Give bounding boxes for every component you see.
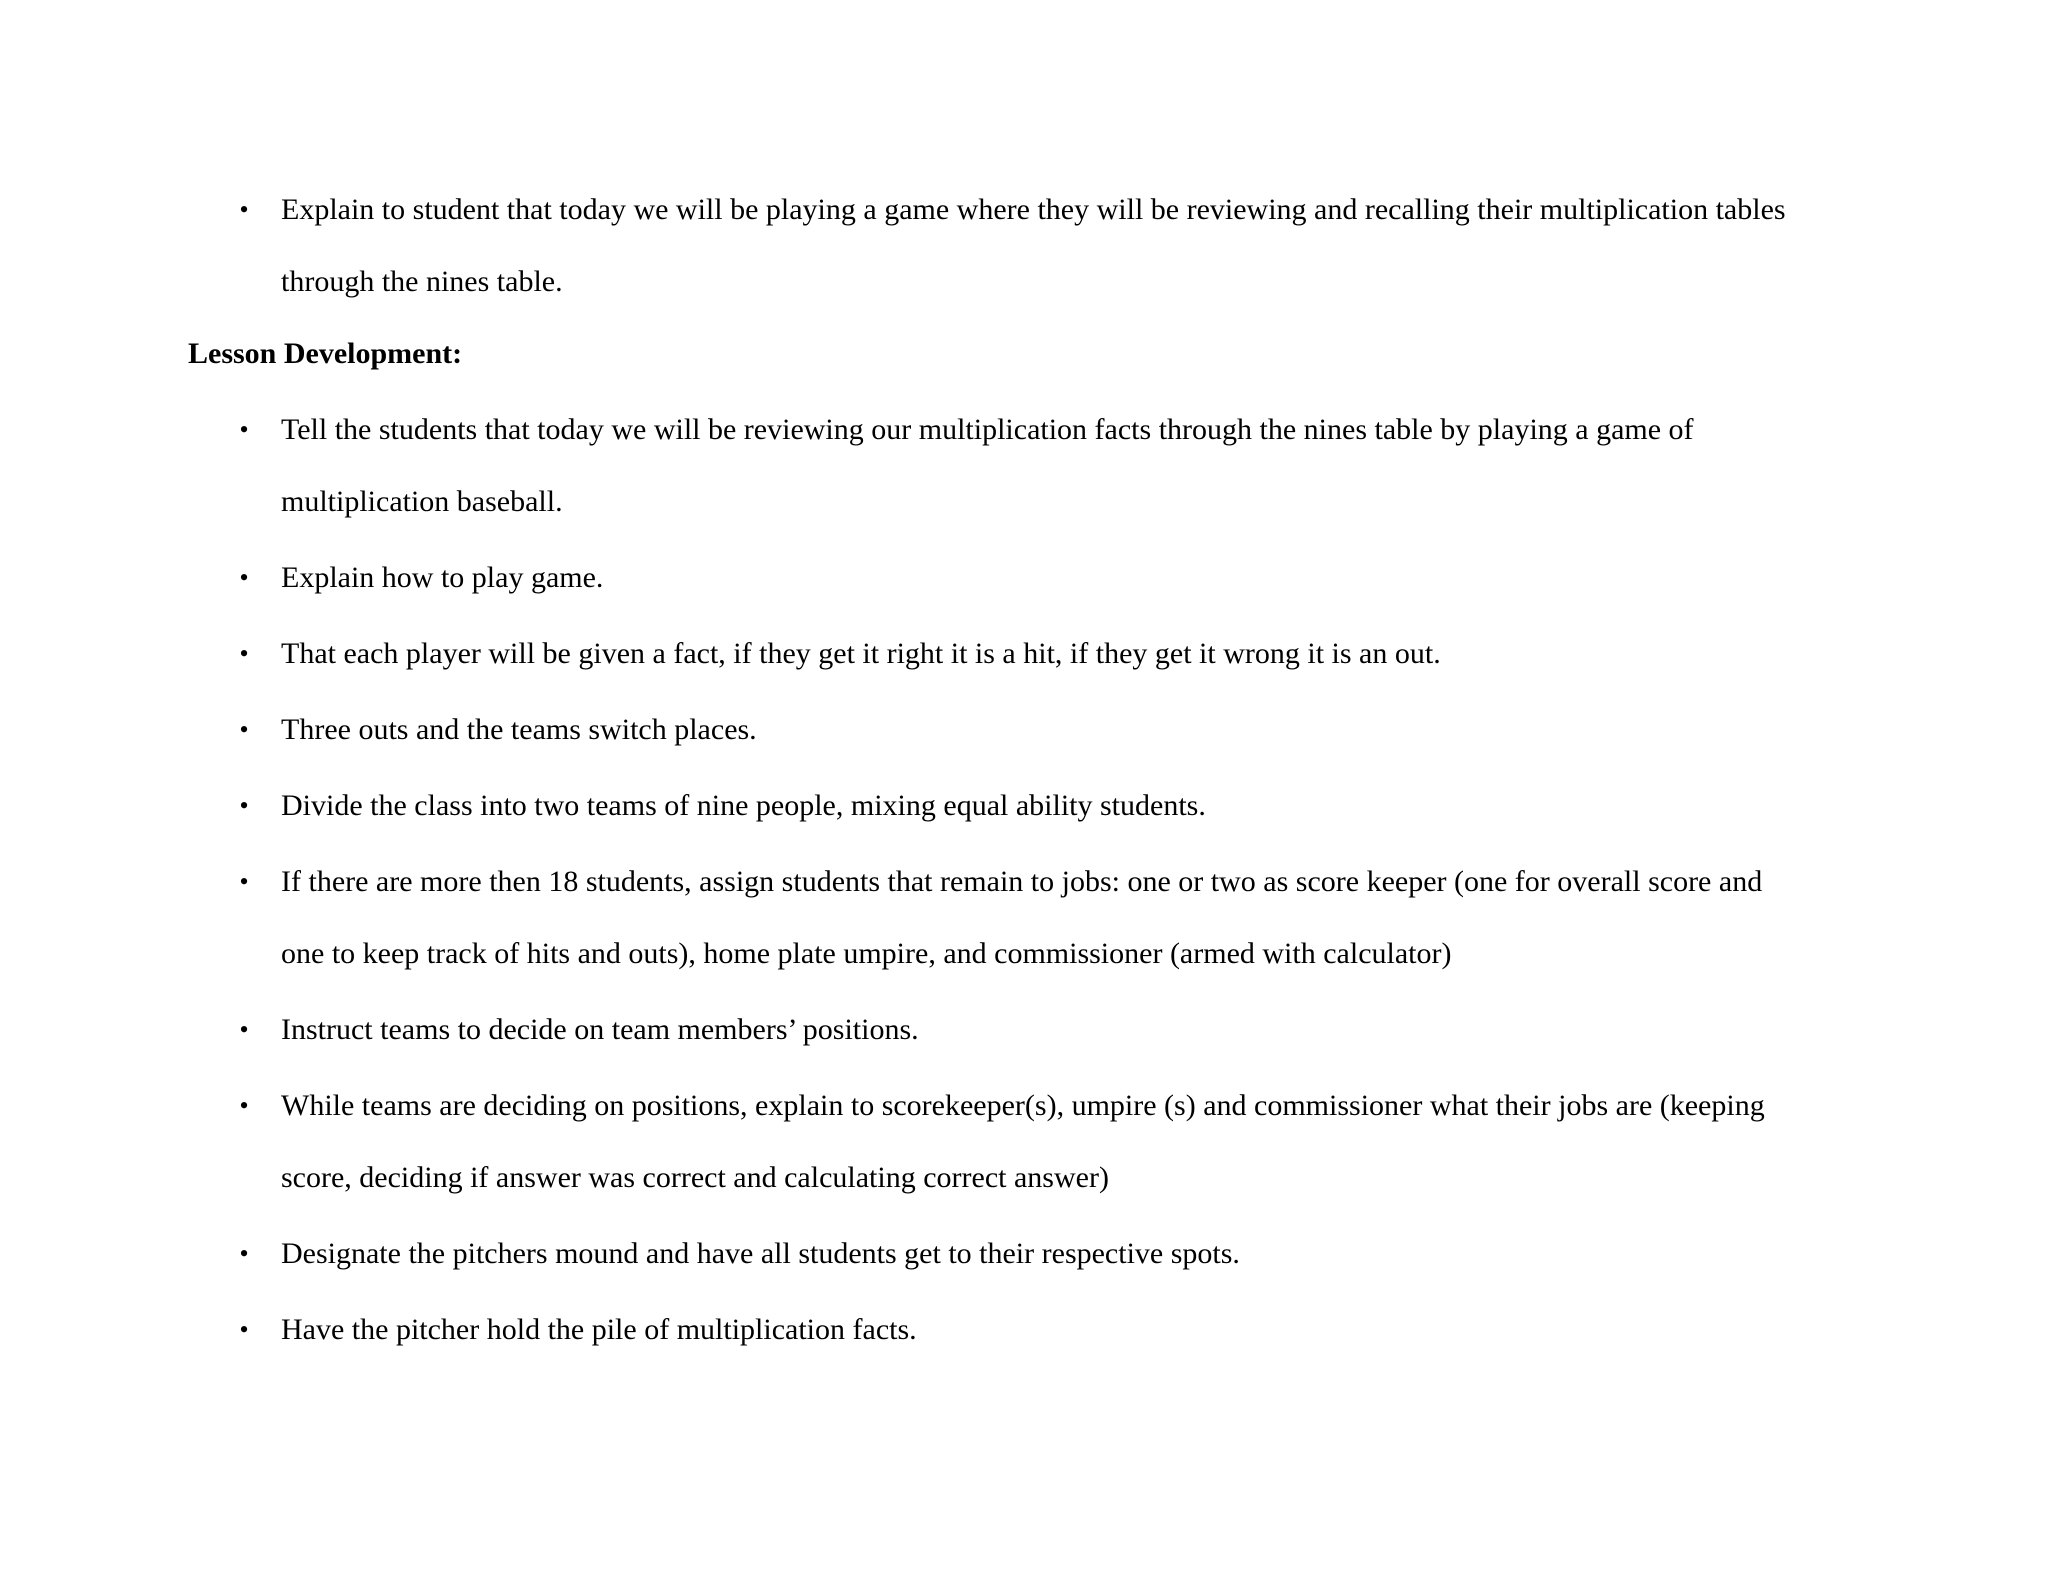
bullet-dot-icon: • bbox=[239, 1315, 249, 1344]
bullet-dot-icon: • bbox=[239, 1239, 249, 1268]
bullet-dot-icon: • bbox=[239, 715, 249, 744]
section-heading: Lesson Development: bbox=[188, 337, 463, 370]
bullet-text bbox=[281, 994, 1881, 1066]
bullet-dot-icon: • bbox=[239, 563, 249, 592]
bullet-text bbox=[281, 770, 1881, 842]
bullet-dot-icon: • bbox=[239, 195, 249, 224]
bullet-text bbox=[281, 618, 1881, 690]
text-line: Tell the students that today we will be reviewing our multiplication facts through the nines table by playing a game of bbox=[281, 413, 1694, 446]
text-line: Three outs and the teams switch places. bbox=[281, 713, 757, 746]
text-line: While teams are deciding on positions, explain to scorekeeper(s), umpire (s) and commissioner what their jobs are (keeping bbox=[281, 1089, 1765, 1122]
bullet-text bbox=[281, 846, 1881, 990]
text-line: score, deciding if answer was correct and calculating correct answer) bbox=[281, 1161, 1109, 1194]
text-line: Have the pitcher hold the pile of multiplication facts. bbox=[281, 1313, 917, 1346]
bullet-text bbox=[281, 394, 1881, 538]
bullet-dot-icon: • bbox=[239, 867, 249, 896]
text-line: Designate the pitchers mound and have all students get to their respective spots. bbox=[281, 1237, 1240, 1270]
bullet-text bbox=[281, 694, 1881, 766]
text-line: Explain to student that today we will be playing a game where they will be reviewing and recalling their multiplication tables bbox=[281, 193, 1786, 226]
bullet-dot-icon: • bbox=[239, 415, 249, 444]
bullet-text bbox=[281, 542, 1881, 614]
bullet-dot-icon: • bbox=[239, 1015, 249, 1044]
text-line: If there are more then 18 students, assign students that remain to jobs: one or two as score keeper (one for overall score and bbox=[281, 865, 1763, 898]
bullet-dot-icon: • bbox=[239, 791, 249, 820]
bullet-text bbox=[281, 174, 1881, 318]
bullet-dot-icon: • bbox=[239, 1091, 249, 1120]
text-line: Instruct teams to decide on team members’ positions. bbox=[281, 1013, 919, 1046]
bullet-text bbox=[281, 1294, 1881, 1366]
text-line: Divide the class into two teams of nine people, mixing equal ability students. bbox=[281, 789, 1206, 822]
text-line: That each player will be given a fact, if they get it right it is a hit, if they get it wrong it is an out. bbox=[281, 637, 1441, 670]
text-line: through the nines table. bbox=[281, 265, 563, 298]
text-line: Explain how to play game. bbox=[281, 561, 604, 594]
text-line: multiplication baseball. bbox=[281, 485, 563, 518]
text-line: one to keep track of hits and outs), home plate umpire, and commissioner (armed with calculator) bbox=[281, 937, 1452, 970]
bullet-text bbox=[281, 1218, 1881, 1290]
bullet-text bbox=[281, 1070, 1881, 1214]
bullet-dot-icon: • bbox=[239, 639, 249, 668]
